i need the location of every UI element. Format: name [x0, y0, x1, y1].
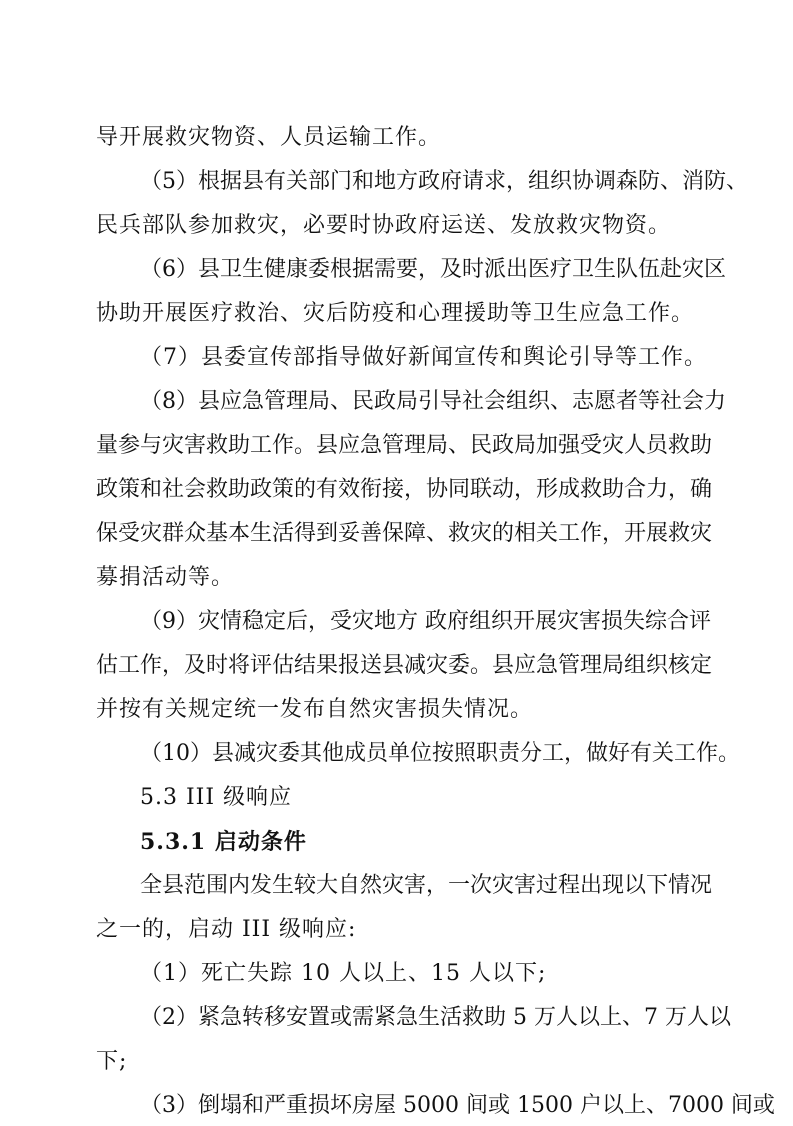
paragraph-line: 协助开展医疗救治、灾后防疫和心理援助等卫生应急工作。	[96, 301, 695, 326]
paragraph-line: （10）县减灾委其他成员单位按照职责分工，做好有关工作。	[140, 741, 740, 766]
paragraph-line: 并按有关规定统一发布自然灾害损失情况。	[96, 697, 534, 722]
section-heading: 5.3 III 级响应	[140, 785, 293, 810]
paragraph-line: 保受灾群众基本生活得到妥善保障、救灾的相关工作，开展救灾	[96, 521, 713, 546]
paragraph-line: 全县范围内发生较大自然灾害，一次灾害过程出现以下情况	[140, 873, 713, 898]
paragraph-line: 募捐活动等。	[96, 565, 235, 590]
paragraph-line: 民兵部队参加救灾，必要时协政府运送、发放救灾物资。	[96, 213, 672, 238]
paragraph-line: 估工作，及时将评估结果报送县减灾委。县应急管理局组织核定	[96, 653, 713, 678]
paragraph-line: 之一的，启动 III 级响应:	[96, 917, 357, 942]
paragraph-line: （5）根据县有关部门和地方政府请求，组织协调森防、消防、	[140, 169, 748, 194]
paragraph-line: （6）县卫生健康委根据需要，及时派出医疗卫生队伍赴灾区	[140, 257, 726, 282]
subsection-heading: 5.3.1 启动条件	[140, 829, 307, 855]
paragraph-line: 下;	[96, 1049, 128, 1074]
paragraph-line: （8）县应急管理局、民政局引导社会组织、志愿者等社会力	[140, 389, 726, 414]
paragraph-line: 政策和社会救助政策的有效衔接，协同联动，形成救助合力，确	[96, 477, 713, 502]
paragraph-line: （1）死亡失踪 10 人以上、15 人以下;	[140, 961, 547, 986]
paragraph-line: 导开展救灾物资、人员运输工作。	[96, 125, 442, 150]
paragraph-line: 量参与灾害救助工作。县应急管理局、民政局加强受灾人员救助	[96, 433, 713, 458]
paragraph-line: （9）灾情稳定后，受灾地方 政府组织开展灾害损失综合评	[140, 609, 711, 634]
paragraph-line: （3）倒塌和严重损坏房屋 5000 间或 1500 户以上、7000 间或	[140, 1093, 775, 1118]
paragraph-line: （2）紧急转移安置或需紧急生活救助 5 万人以上、7 万人以	[140, 1005, 731, 1030]
paragraph-line: （7）县委宣传部指导做好新闻宣传和舆论引导等工作。	[140, 345, 707, 370]
